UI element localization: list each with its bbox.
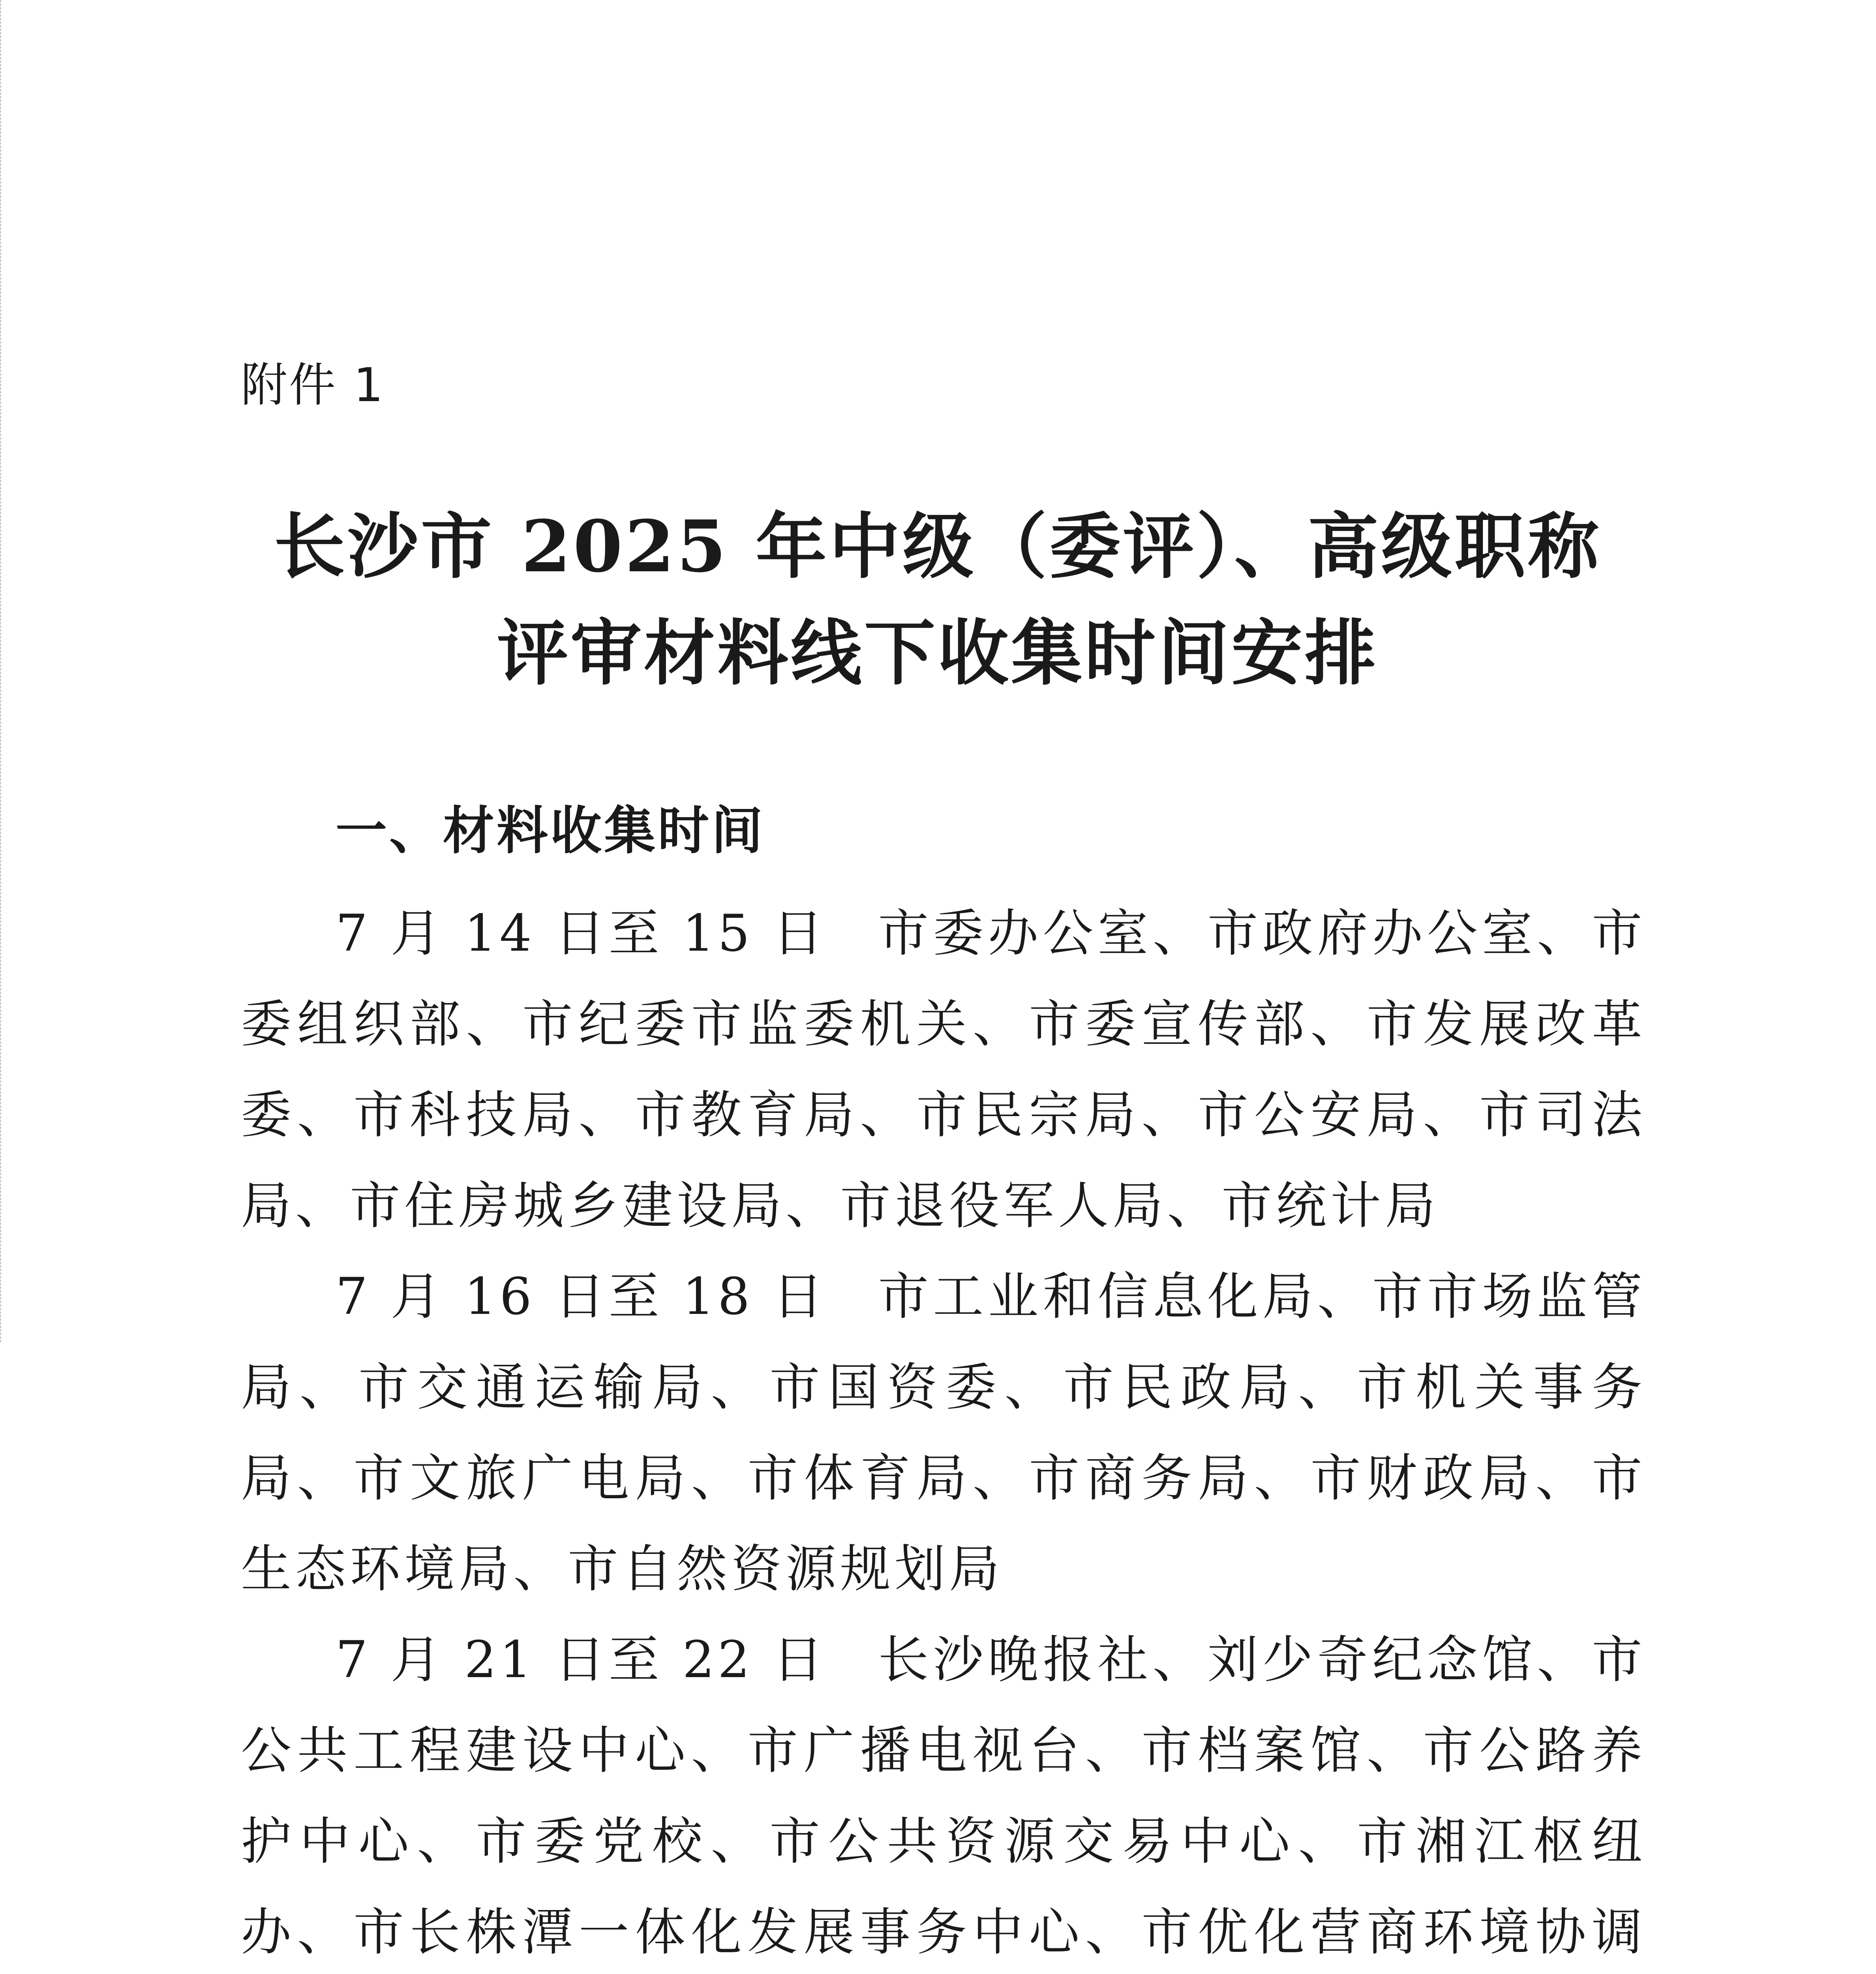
attachment-label: 附件 1	[241, 358, 385, 412]
scan-edge-decoration	[0, 0, 4, 1342]
schedule-list	[241, 888, 1646, 1974]
schedule-date: 7 月 14 日至 15 日	[336, 904, 827, 963]
schedule-units: 市工业和信息化局、市市场监管局、市交通运输局、市国资委、市民政局、市机关事务局、市文旅广电局、市体育局、市商务局、市财政局、市生态环境局、市自然资源规划局	[241, 1267, 1646, 1599]
schedule-entry	[241, 888, 1646, 1252]
document-title	[237, 494, 1638, 707]
title-line-1: 长沙市 2025 年中级（委评）、高级职称	[274, 505, 1602, 588]
schedule-date: 7 月 21 日至 22 日	[336, 1631, 827, 1689]
schedule-units: 市委办公室、市政府办公室、市委组织部、市纪委市监委机关、市委宣传部、市发展改革委、市科技局、市教育局、市民宗局、市公安局、市司法局、市住房城乡建设局、市退役军人局、市统计局	[241, 904, 1646, 1235]
schedule-units: 长沙晚报社、刘少奇纪念馆、市公共工程建设中心、市广播电视台、市档案馆、市公路养护中心、市委党校、市公共资源交易中心、市湘江枢纽办、市长株潭一体化发展事务中心、市优化营商环境协调	[241, 1631, 1646, 1962]
section-heading: 一、材料收集时间	[336, 801, 765, 861]
schedule-entry	[241, 1252, 1646, 1615]
schedule-entry	[241, 1615, 1646, 1974]
title-line-2: 评审材料线下收集时间安排	[497, 612, 1378, 695]
schedule-date: 7 月 16 日至 18 日	[336, 1267, 827, 1326]
